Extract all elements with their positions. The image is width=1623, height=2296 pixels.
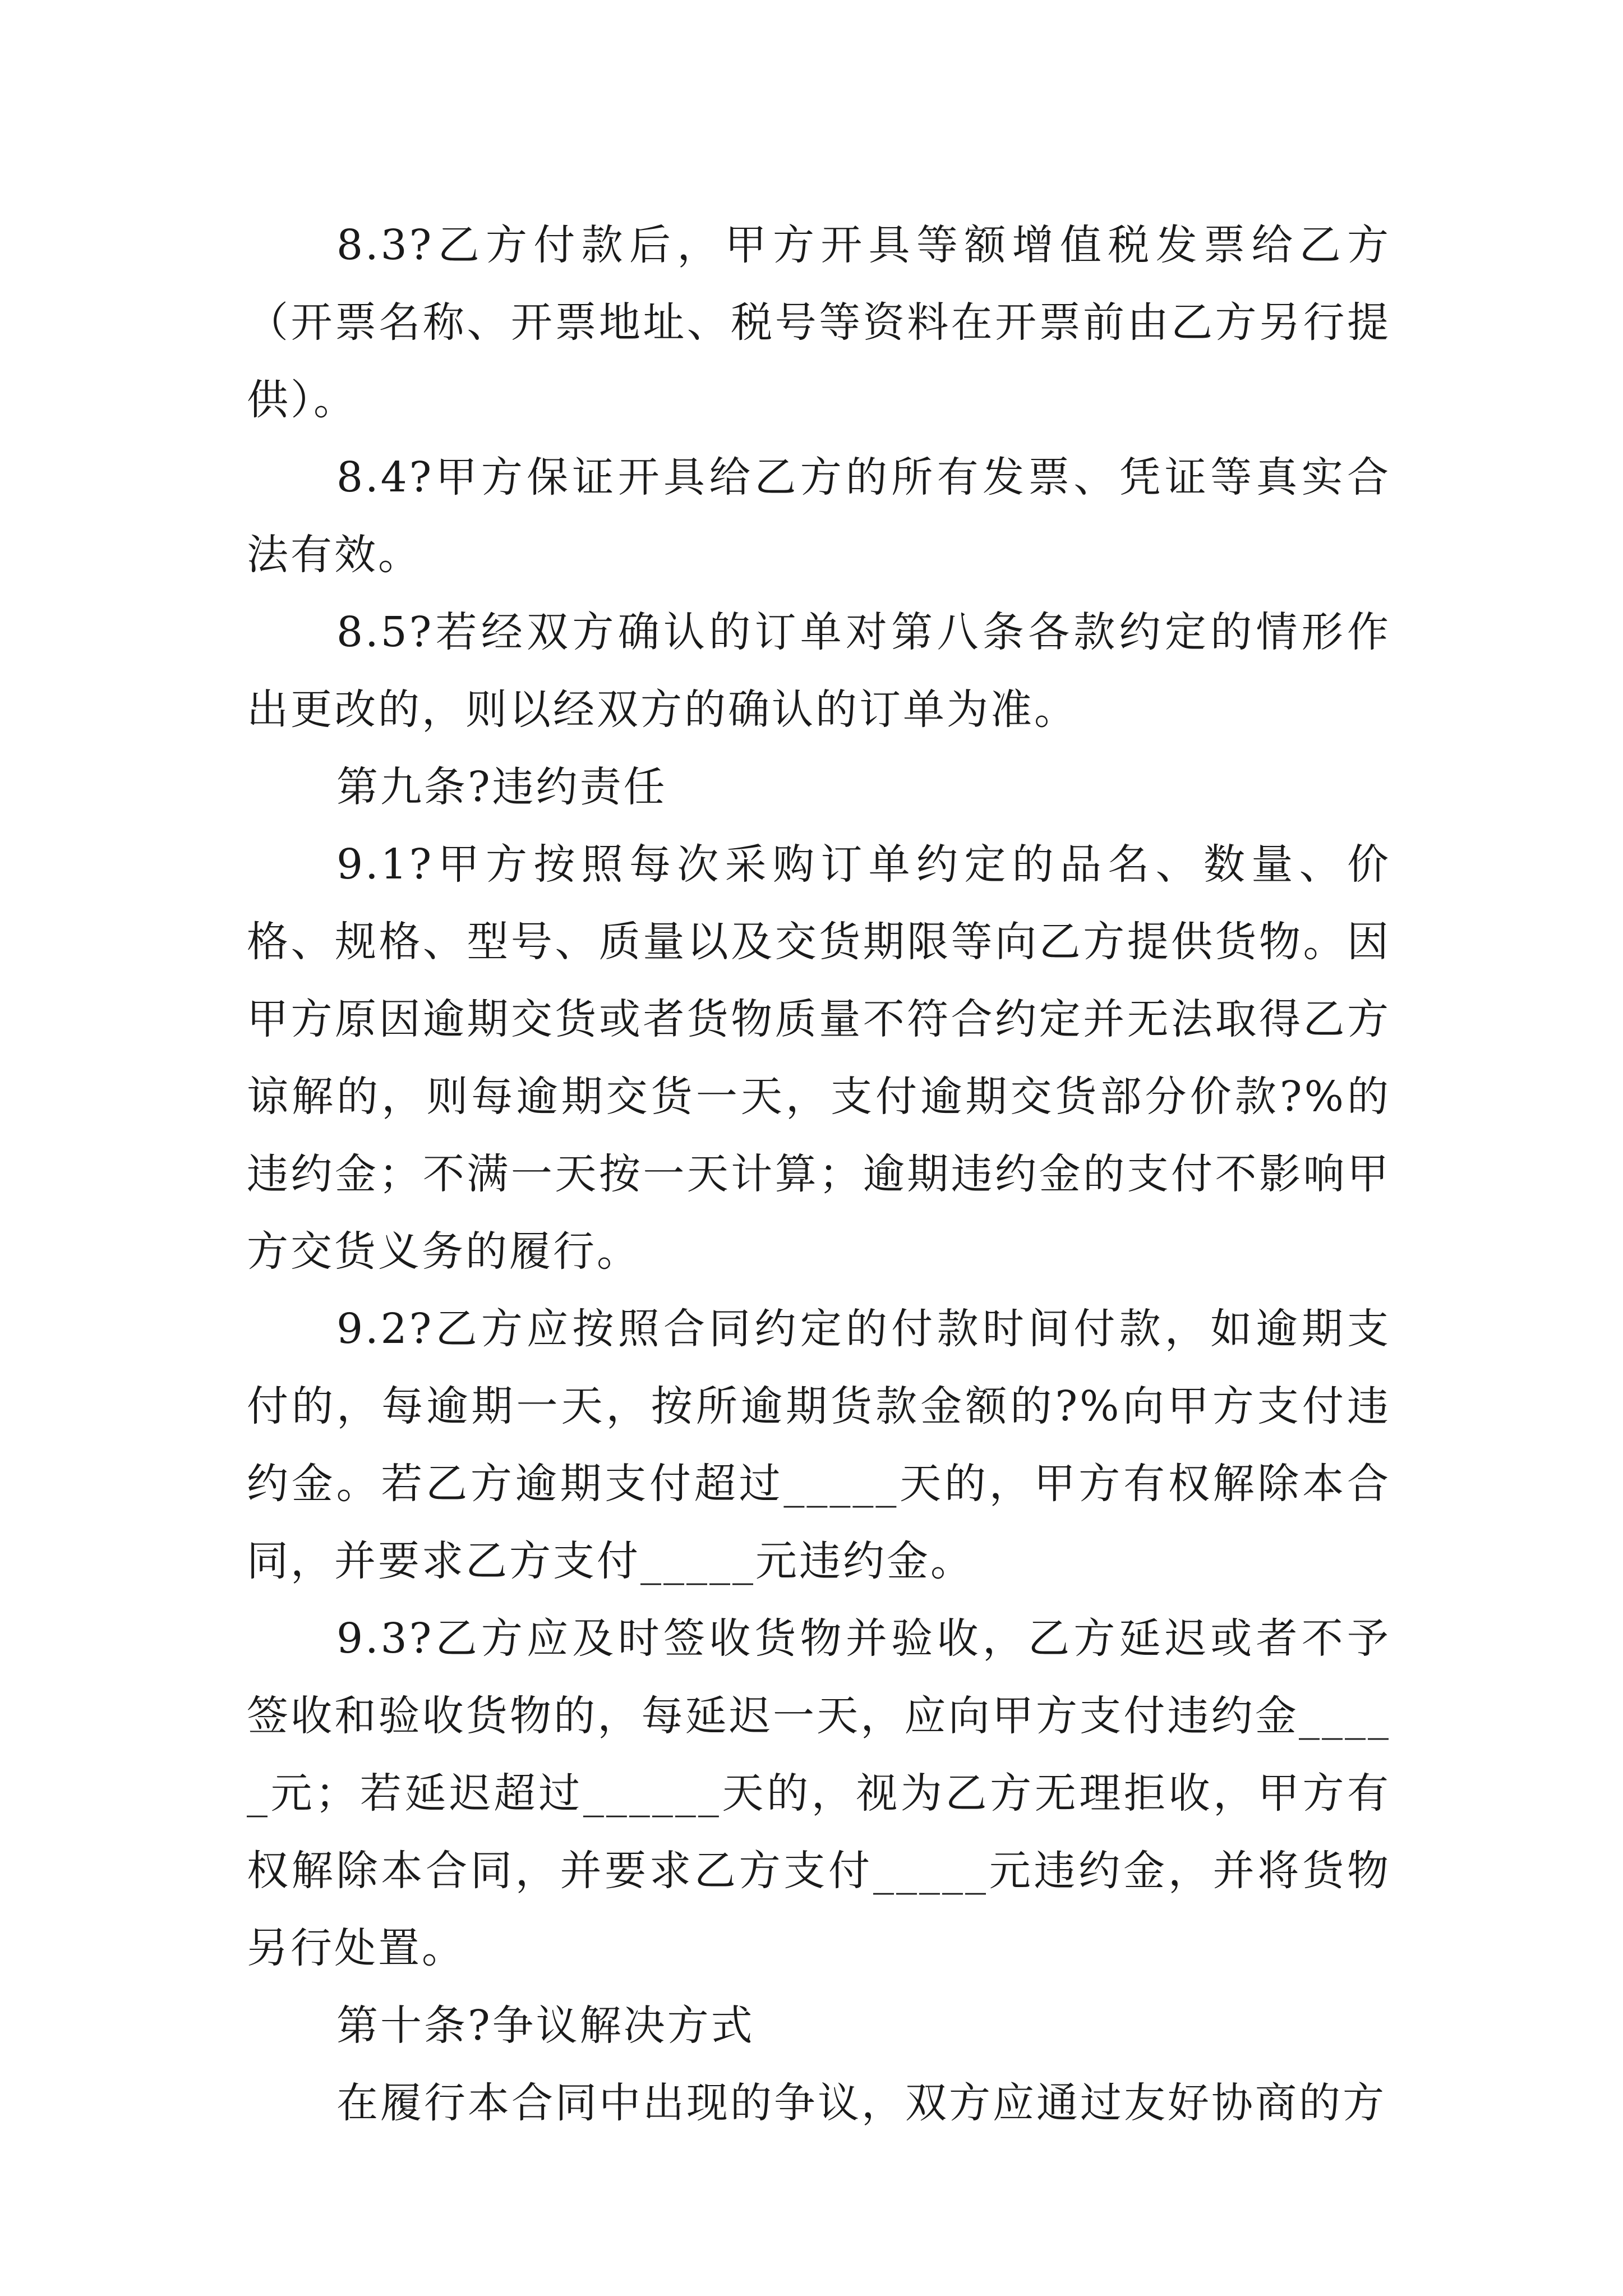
article-10-heading: 第十条?争议解决方式 xyxy=(336,2001,755,2050)
clause-9-2: 9.2?乙方应按照合同约定的付款时间付款，如逾期支付的，每逾期一天，按所逾期货款金额的?%向甲方支付违约金。若乙方逾期支付超过_____天的，甲方有权解除本合同，并要求乙方支付_____元违约金。 xyxy=(247,1305,1391,1585)
clause-10-text: 在履行本合同中出现的争议，双方应通过友好协商的方 xyxy=(336,2079,1386,2127)
document-body xyxy=(247,206,1391,2142)
article-9-heading: 第九条?违约责任 xyxy=(336,763,667,811)
clause-8-5: 8.5?若经双方确认的订单对第八条各款约定的情形作出更改的，则以经双方的确认的订单为准。 xyxy=(247,608,1391,734)
clause-9-1: 9.1?甲方按照每次采购订单约定的品名、数量、价格、规格、型号、质量以及交货期限等向乙方提供货物。因甲方原因逾期交货或者货物质量不符合约定并无法取得乙方谅解的，则每逾期交货一天，支付逾期交货部分价款?%的违约金；不满一天按一天计算；逾期违约金的支付不影响甲方交货义务的履行。 xyxy=(247,840,1391,1276)
clause-8-4: 8.4?甲方保证开具给乙方的所有发票、凭证等真实合法有效。 xyxy=(247,453,1391,579)
clause-8-3: 8.3?乙方付款后，甲方开具等额增值税发票给乙方（开票名称、开票地址、税号等资料在开票前由乙方另行提供）。 xyxy=(247,221,1391,424)
clause-9-3: 9.3?乙方应及时签收货物并验收，乙方延迟或者不予签收和验收货物的，每延迟一天，应向甲方支付违约金_____元；若延迟超过______天的，视为乙方无理拒收，甲方有权解除本合同，并要求乙方支付_____元违约金，并将货物另行处置。 xyxy=(247,1614,1391,1972)
